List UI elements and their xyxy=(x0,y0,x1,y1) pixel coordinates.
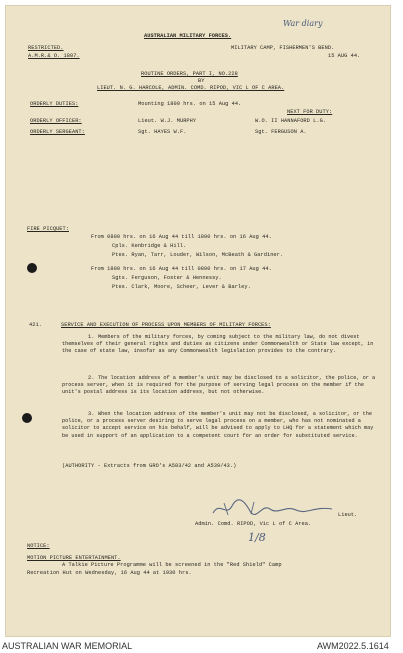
next-sergeant: Sgt. FERGUSON A. xyxy=(255,129,307,135)
notice-label: NOTICE: xyxy=(27,543,50,549)
orderly-sergeant-label: ORDERLY SERGEANT: xyxy=(30,129,85,135)
shift-2-ptes: Ptes. Clark, Moore, Scheer, Lever & Barley. xyxy=(112,284,251,290)
title-line-1: ROUTINE ORDERS, PART I, NO.228 xyxy=(141,71,238,77)
sergeant: Sgt. HAYES W.F. xyxy=(138,129,187,135)
signature-line: Admin. Comd. RIPOD, Vic L of C Area. xyxy=(195,521,312,527)
orderly-duties-label: ORDERLY DUTIES: xyxy=(30,101,79,107)
punch-hole-top xyxy=(27,263,37,273)
notice-line-1: A Talkie Picture Programme will be screened in the "Red Shield" Camp xyxy=(62,562,282,568)
paragraph-2-number: 2. xyxy=(88,375,95,381)
paragraph-3: When the location address of the member's unit may not be disclosed, a solicitor, or the police, or a process server desiring to serve legal process on a member, who has not nominated a solicitor to accept service on his behalf, will be advised to apply to LHQ for a statement which may be used in support of an application to a competent court for an order for substituted service. xyxy=(62,411,374,439)
shift-1-ptes: Ptes. Ryan, Tarr, Louder, Wilson, McBeath & Gardiner. xyxy=(112,252,284,258)
title-line-2: BY xyxy=(198,78,205,84)
paragraph-1-number: 1. xyxy=(88,334,95,340)
classification: RESTRICTED. xyxy=(28,45,64,51)
order-number: 421. xyxy=(29,322,42,328)
officer: Lieut. W.J. MURPHY xyxy=(138,118,197,124)
handwritten-annotation: War diary xyxy=(283,19,323,28)
shift-2: From 1800 hrs. on 16 Aug 44 till 0800 hrs. on 17 Aug 44. xyxy=(91,266,272,272)
fire-picquet-label: FIRE PICQUET: xyxy=(27,226,69,232)
mounting: Mounting 1800 hrs. on 15 Aug 44. xyxy=(138,101,242,107)
signature-scribble xyxy=(210,497,335,519)
next-officer: W.O. II HANNAFORD L.G. xyxy=(255,118,327,124)
footer-accession: AWM2022.5.1614 xyxy=(317,641,389,651)
shift-2-sgts: Sgts. Ferguson, Foster & Hennessy. xyxy=(112,275,222,281)
footer-credit: AUSTRALIAN WAR MEMORIAL xyxy=(2,641,133,651)
orderly-officer-label: ORDERLY OFFICER: xyxy=(30,118,82,124)
title-line-3: LIEUT. N. G. HARCOLE, ADMIN. COMD. RIPOD, VIC L OF C AREA. xyxy=(97,85,285,91)
document-sheet xyxy=(5,5,391,637)
date: 15 AUG 44. xyxy=(328,53,361,59)
shift-1-cpls: Cpls. Kenbridge & Hill. xyxy=(112,243,187,249)
authority: (AUTHORITY - Extracts from GRO's A583/42 and A539/43.) xyxy=(62,463,237,469)
paragraph-1: Members of the military forces, by coming subject to the military law, do not divest themselves of their general rights and duties as citizens under Commonwealth or State law except, in the case of state law, insofar as any Commonwealth legislation provides to the contrary. xyxy=(62,334,374,355)
reference: A.M.R.& O. 1807. xyxy=(28,53,80,59)
handwritten-initials: 1/8 xyxy=(248,531,266,544)
unit-heading: AUSTRALIAN MILITARY FORCES. xyxy=(144,33,232,39)
shift-1: From 0800 hrs. on 16 Aug 44 till 1800 hrs. on 16 Aug 44. xyxy=(91,234,272,240)
next-for-duty: NEXT FOR DUTY: xyxy=(287,109,333,115)
notice-subheading: MOTION PICTURE ENTERTAINMENT. xyxy=(27,555,121,561)
location: MILITARY CAMP, FISHERMEN'S BEND. xyxy=(231,45,335,51)
paragraph-3-number: 3. xyxy=(88,411,95,417)
paragraph-2: The location address of a member's unit may be disclosed to a solicitor, the police, or a process server, when it is required for the purpose of serving legal process on the member if the unit's postal address is its location address, but not otherwise. xyxy=(62,375,376,396)
punch-hole-bottom xyxy=(22,413,32,423)
order-heading: SERVICE AND EXECUTION OF PROCESS UPON MEMBERS OF MILITARY FORCES: xyxy=(61,322,271,328)
notice-line-2: Recreation Hut on Wednesday, 16 Aug 44 at 1930 hrs. xyxy=(27,570,192,576)
footer-bar xyxy=(0,639,403,653)
signature-rank: Lieut. xyxy=(338,512,358,518)
